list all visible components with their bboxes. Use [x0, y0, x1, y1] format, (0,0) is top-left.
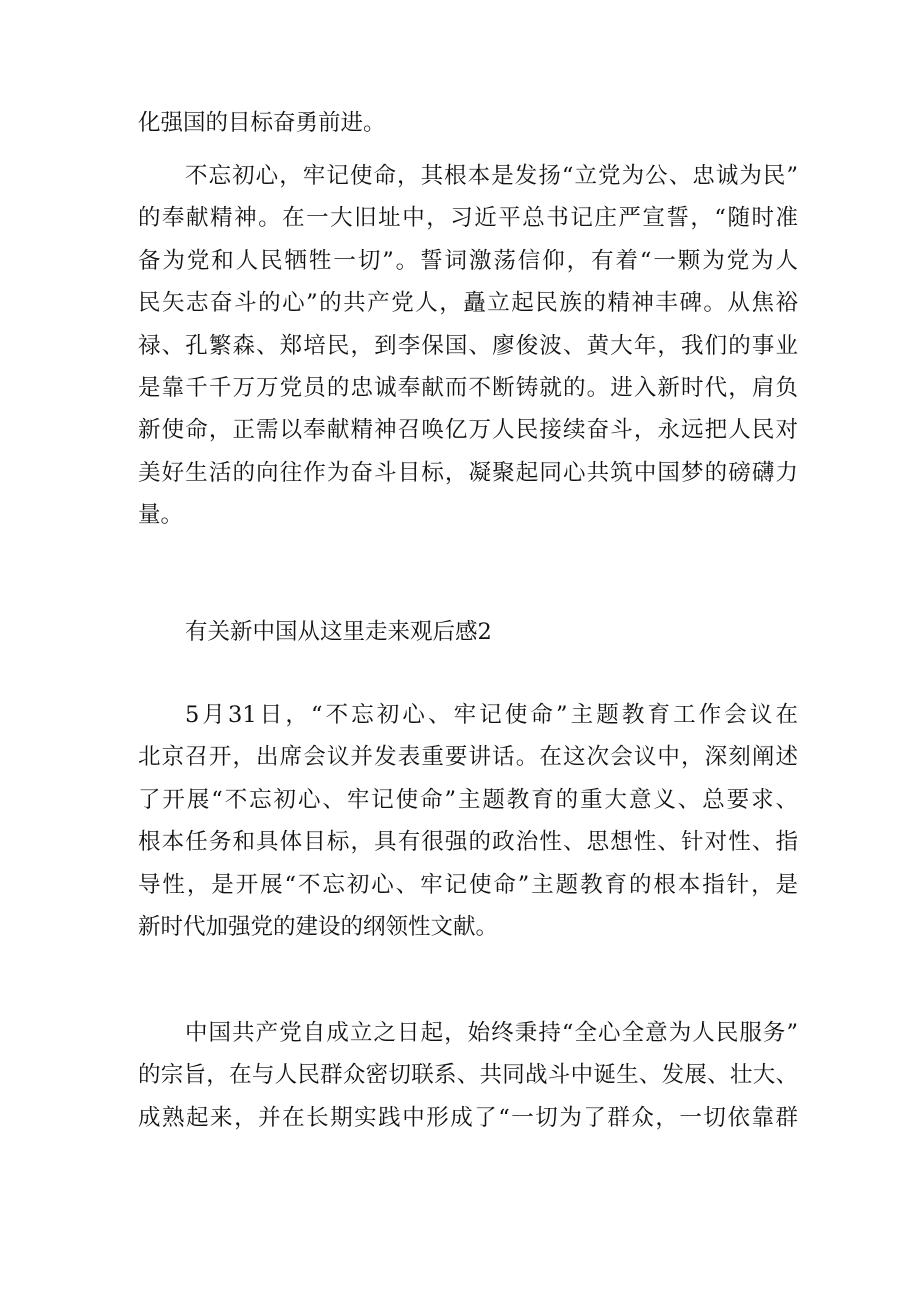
- paragraph-continuation: [138, 102, 798, 144]
- paragraph-party-history: [138, 1012, 798, 1139]
- text-line: 备为党和人民牺牲一切”。誓词激荡信仰，有着“一颗为党为人: [138, 247, 798, 274]
- section-heading: [138, 611, 798, 653]
- text-line: 成熟起来，并在长期实践中形成了“一切为了群众，一切依靠群: [138, 1104, 798, 1131]
- text-line: 量。: [138, 502, 184, 529]
- text-line: 是靠千千万万党员的忠诚奉献而不断铸就的。进入新时代，肩负: [138, 374, 798, 401]
- text-line: 中国共产党自成立之日起，始终秉持“全心全意为人民服务”: [185, 1020, 798, 1046]
- text-line: 民矢志奋斗的心”的共产党人，矗立起民族的精神丰碑。从焦裕: [138, 290, 798, 317]
- text-line: 美好生活的向往作为奋斗目标，凝聚起同心共筑中国梦的磅礴力: [138, 459, 798, 486]
- text-line: 了开展“不忘初心、牢记使命”主题教育的重大意义、总要求、: [138, 786, 798, 813]
- text-line: 新使命，正需以奉献精神召唤亿万人民接续奋斗，永远把人民对: [138, 417, 798, 444]
- text-line: 不忘初心，牢记使命，其根本是发扬“立党为公、忠诚为民”: [185, 163, 798, 189]
- text-line: 根本任务和具体目标，具有很强的政治性、思想性、针对性、指: [138, 829, 798, 856]
- text-line: 的宗旨，在与人民群众密切联系、共同战斗中诞生、发展、壮大、: [138, 1062, 798, 1089]
- paragraph-meeting: [138, 694, 798, 948]
- text-line: 导性，是开展“不忘初心、牢记使命”主题教育的根本指针，是: [138, 871, 798, 898]
- text-line: 5月31日，“不忘初心、牢记使命”主题教育工作会议在: [185, 702, 798, 728]
- heading-line: 有关新中国从这里走来观后感2: [185, 619, 492, 645]
- text-line: 禄、孔繁森、郑培民，到李保国、廖俊波、黄大年，我们的事业: [138, 332, 798, 359]
- text-line: 北京召开，出席会议并发表重要讲话。在这次会议中，深刻阐述: [138, 744, 798, 771]
- text-line: 化强国的目标奋勇前进。: [138, 110, 386, 136]
- text-line: 的奉献精神。在一大旧址中，习近平总书记庄严宣誓，“随时准: [138, 205, 798, 232]
- paragraph-dedication: [138, 155, 798, 537]
- text-line: 新时代加强党的建设的纲领性文献。: [138, 913, 499, 940]
